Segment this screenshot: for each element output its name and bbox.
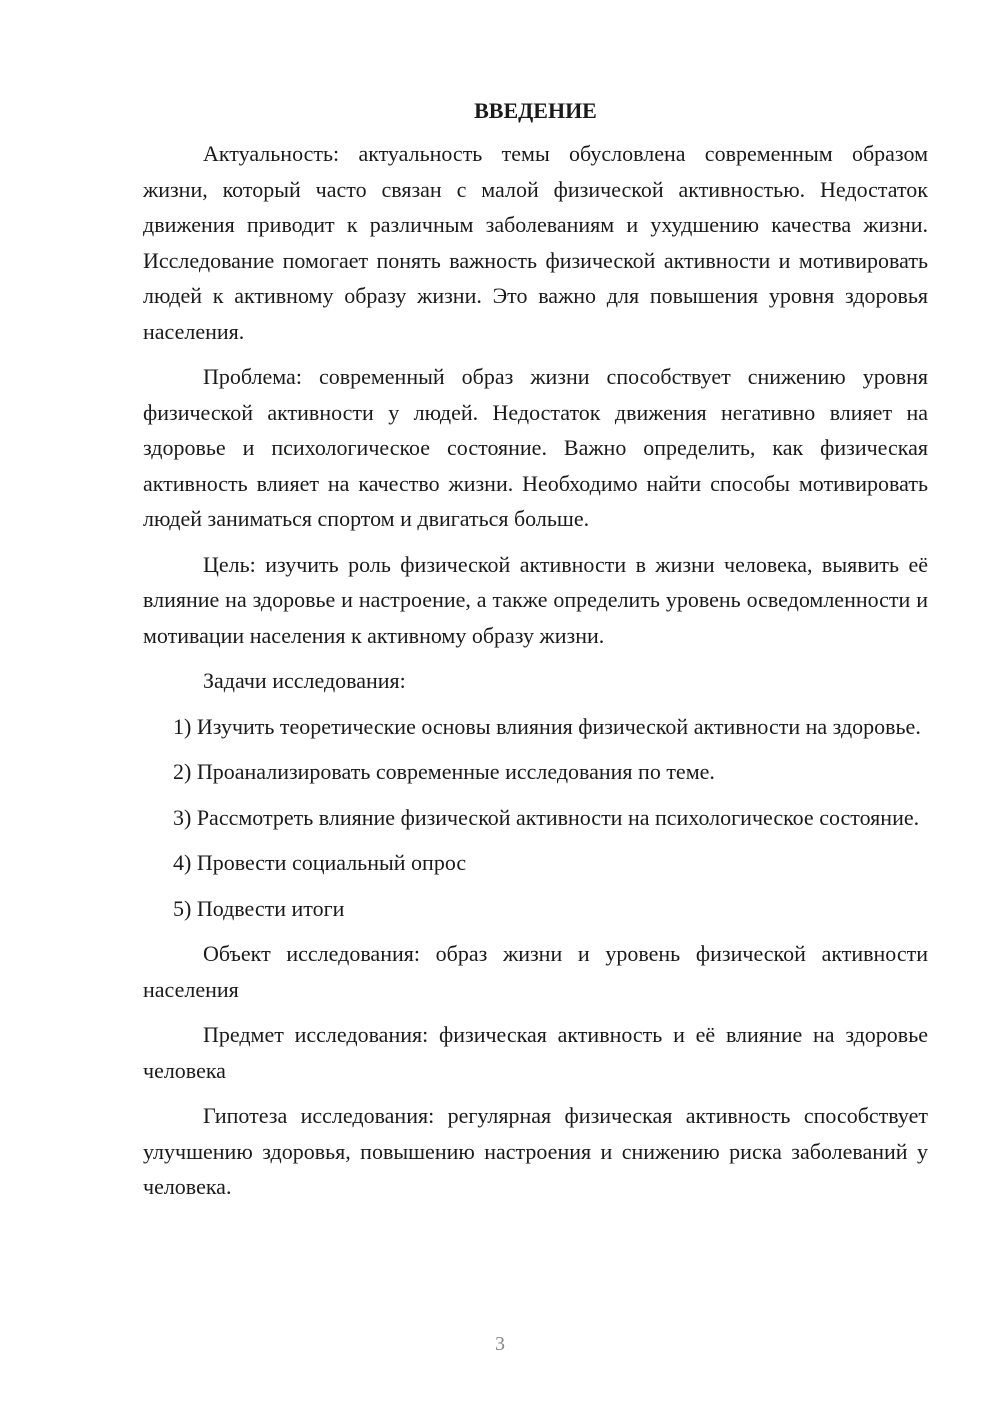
paragraph-tasks-heading: Задачи исследования: (203, 668, 406, 693)
page-number: 3 (495, 1333, 505, 1355)
paragraph-goal: Цель: изучить роль физической активности в жизни человека, выявить её влияние на здоровье и настроение, а также определить уровень осведомленности и мотивации населения к активному образу жизни. (143, 551, 928, 648)
task-item-3: 3) Рассмотреть влияние физической активности на психологическое состояние. (173, 804, 920, 830)
task-item-4: 4) Провести социальный опрос (173, 850, 467, 875)
page-title: ВВЕДЕНИЕ (474, 98, 597, 123)
paragraph-subject: Предмет исследования: физическая активность и её влияние на здоровье человека (143, 1022, 928, 1083)
paragraph-problem: Проблема: современный образ жизни способствует снижению уровня физической активности у людей. Недостаток движения негативно влияет на здоровье и психологическое состояние. Важно определить, как физическая активность влияет на качество жизни. Необходимо найти способы мотивировать людей заниматься спортом и двигаться больше. (143, 364, 928, 531)
task-item-1: 1) Изучить теоретические основы влияния физической активности на здоровье. (173, 713, 921, 739)
document-page (143, 96, 928, 1215)
paragraph-object: Объект исследования: образ жизни и уровень физической активности населения (143, 941, 928, 1002)
task-item-5: 5) Подвести итоги (173, 895, 345, 921)
paragraph-hypothesis: Гипотеза исследования: регулярная физическая активность способствует улучшению здоровья, повышению настроения и снижению риска заболеваний у человека. (143, 1103, 928, 1199)
paragraph-relevance: Актуальность: актуальность темы обусловлена современным образом жизни, который часто связан с малой физической активностью. Недостаток движения приводит к различным заболеваниям и ухудшению качества жизни. Исследование помогает понять важность физической активности и мотивировать людей к активному образу жизни. Это важно для повышения уровня здоровья населения. (143, 141, 928, 344)
task-item-2: 2) Проанализировать современные исследования по теме. (173, 759, 715, 784)
